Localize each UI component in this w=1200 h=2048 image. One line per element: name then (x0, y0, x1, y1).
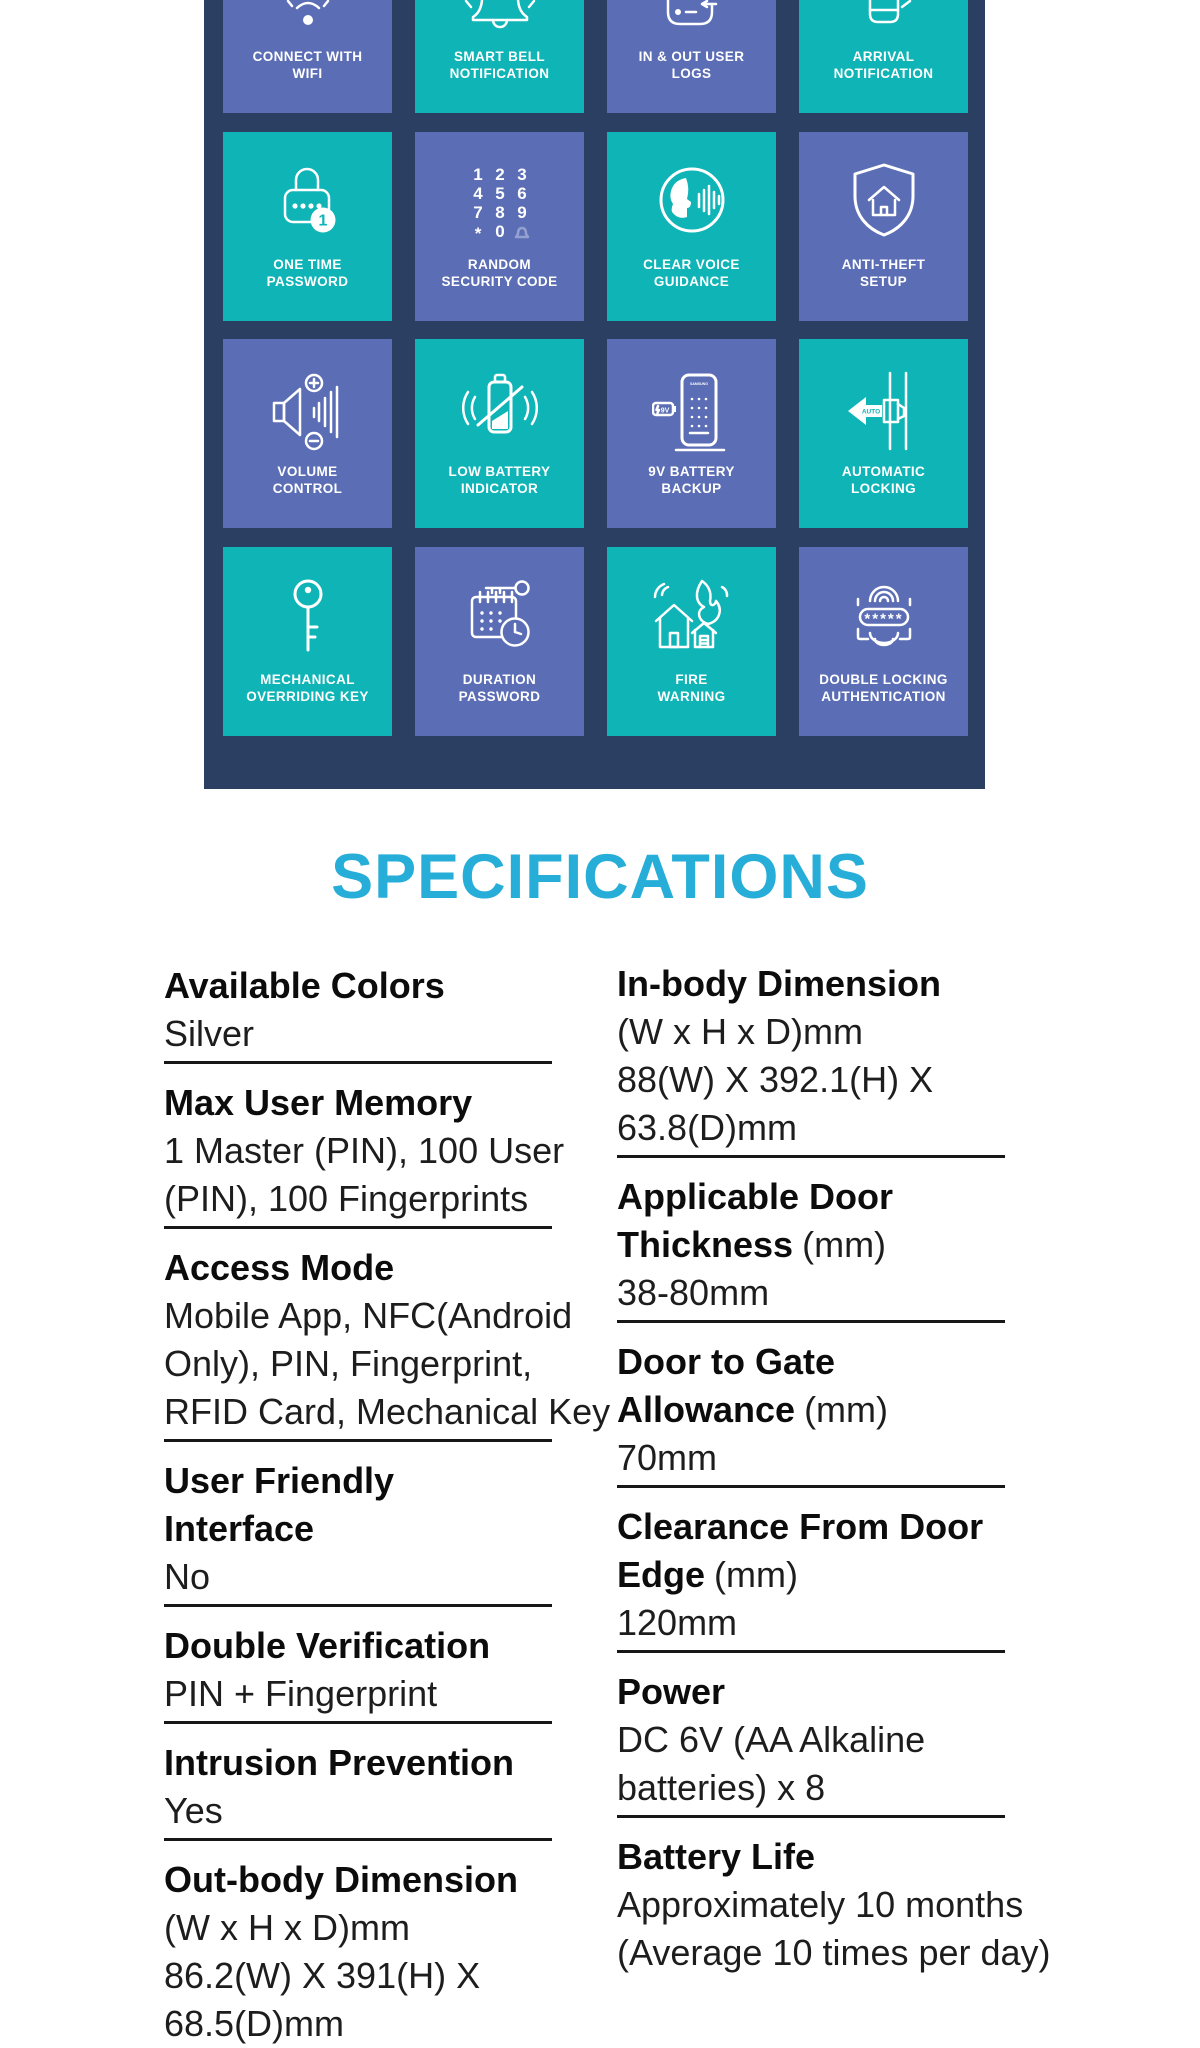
key-icon (223, 577, 392, 659)
keypad-icon (415, 162, 584, 246)
bell-icon (415, 0, 584, 46)
tile-label: SMART BELL (454, 49, 545, 64)
nine-v-label: 9V (660, 407, 669, 415)
tile-label: DURATION (462, 671, 537, 687)
svg-text:3: 3 (516, 164, 527, 184)
tile-label: RANDOM (467, 256, 532, 272)
svg-text:7: 7 (472, 202, 483, 222)
spec-title: Interface (164, 1508, 315, 1549)
feature-tile-9v-backup: 9V SAMSUNG 9V BATTERY BACKUP (607, 339, 776, 528)
tile-label: CLEAR VOICE (643, 256, 740, 272)
spec-door-to-gate-allowance (617, 1323, 1057, 1488)
spec-user-friendly-interface (164, 1442, 604, 1607)
spec-title: Door to Gate (617, 1341, 836, 1382)
feature-tile-smart-bell: SMART BELL NOTIFICATION (415, 0, 584, 113)
spec-value: 86.2(W) X 391(H) X (164, 1955, 481, 1996)
svg-text:4: 4 (472, 183, 483, 203)
spec-access-mode (164, 1229, 611, 1442)
svg-text:0: 0 (494, 221, 505, 241)
spec-out-body-dimension (164, 1841, 604, 2048)
spec-value: Only), PIN, Fingerprint, (164, 1343, 533, 1384)
tile-label: CONNECT WITH (252, 49, 363, 64)
spec-value: No (164, 1556, 211, 1597)
badge-one: 1 (318, 212, 327, 229)
feature-tile-double-locking: ***** DOUBLE LOCKING AUTHENTICATION (799, 547, 968, 736)
feature-tile-fire-warning: FIRE WARNING (607, 547, 776, 736)
auto-label: AUTO (861, 408, 880, 416)
spec-unit: (mm) (804, 1389, 889, 1430)
spec-title: In-body Dimension (617, 963, 941, 1004)
auto-lock-icon (799, 369, 968, 453)
spec-value: 68.5(D)mm (164, 2003, 345, 2044)
feature-tile-one-time-password: 1 ONE TIME PASSWORD (223, 132, 392, 321)
tile-label: IN & OUT USER (638, 49, 745, 64)
feature-tile-arrival: ARRIVAL NOTIFICATION (799, 0, 968, 113)
voice-guidance-icon (607, 162, 776, 240)
spec-power (617, 1653, 1057, 1818)
tile-label: ONE TIME (273, 256, 342, 272)
spec-value: 38-80mm (617, 1272, 770, 1313)
tile-label: LOW BATTERY (448, 464, 551, 479)
spec-unit: (mm) (714, 1554, 798, 1595)
tile-label: FIRE (675, 671, 708, 687)
volume-icon (223, 369, 392, 455)
spec-title: Power (617, 1671, 726, 1712)
spec-title: Intrusion Prevention (164, 1742, 515, 1783)
tile-label: MECHANICAL (260, 671, 355, 687)
phone-arrival-icon (799, 0, 968, 46)
features-grid (223, 0, 968, 736)
spec-value: batteries) x 8 (617, 1767, 826, 1808)
feature-tile-user-logs: IN & OUT USER LOGS (607, 0, 776, 113)
svg-text:9: 9 (516, 202, 527, 222)
stars-label: ***** (863, 610, 904, 627)
spec-title: User Friendly (164, 1460, 395, 1501)
spec-value: 70mm (617, 1437, 718, 1478)
spec-value: DC 6V (AA Alkaline (617, 1719, 926, 1760)
spec-value: RFID Card, Mechanical Key (164, 1391, 611, 1432)
spec-value: (PIN), 100 Fingerprints (164, 1178, 529, 1219)
spec-value: Mobile App, NFC(Android (164, 1295, 573, 1336)
tile-label: ANTI-THEFT (841, 256, 926, 272)
svg-text:8: 8 (494, 202, 505, 222)
spec-clearance-from-door-edge (617, 1488, 1057, 1653)
svg-text:1: 1 (472, 164, 483, 184)
low-battery-icon (415, 369, 584, 449)
feature-tile-connect-with-wifi: CONNECT WITH WIFI (223, 0, 392, 113)
spec-title: Max User Memory (164, 1082, 473, 1123)
tile-label: AUTOMATIC (841, 464, 926, 479)
spec-title: Applicable Door (617, 1176, 894, 1217)
spec-title: Available Colors (164, 965, 445, 1006)
spec-value: 120mm (617, 1602, 738, 1643)
spec-double-verification (164, 1607, 604, 1724)
spec-unit: (mm) (802, 1224, 887, 1265)
specs-column-left (164, 962, 611, 2048)
spec-title: Thickness (617, 1224, 794, 1265)
feature-tile-anti-theft: ANTI-THEFT SETUP (799, 132, 968, 321)
svg-text:6: 6 (516, 183, 527, 203)
spec-title: Clearance From Door (617, 1506, 984, 1547)
fire-warning-icon (607, 577, 776, 657)
feature-tile-random-security-code: 1 2 3 4 5 6 7 8 9 * 0 RANDOM SECURITY CODE (415, 132, 584, 321)
wifi-icon (223, 0, 392, 46)
spec-title: Edge (617, 1554, 706, 1595)
spec-value: Approximately 10 months (617, 1884, 1024, 1925)
spec-title: Battery Life (617, 1836, 816, 1877)
svg-text:2: 2 (494, 164, 505, 184)
tile-label: DOUBLE LOCKING (819, 671, 948, 687)
spec-value: 88(W) X 392.1(H) X (617, 1059, 934, 1100)
feature-tile-duration-password: DURATION PASSWORD (415, 547, 584, 736)
spec-max-user-memory (164, 1064, 604, 1229)
svg-text:5: 5 (494, 183, 505, 203)
one-time-password-icon (223, 162, 392, 242)
feature-tile-mechanical-key: MECHANICAL OVERRIDING KEY (223, 547, 392, 736)
device-brand: SAMSUNG (689, 382, 708, 386)
spec-value: 63.8(D)mm (617, 1107, 798, 1148)
feature-tile-clear-voice: CLEAR VOICE GUIDANCE (607, 132, 776, 321)
spec-available-colors (164, 962, 604, 1064)
feature-tile-low-battery: LOW BATTERY INDICATOR (415, 339, 584, 528)
feature-tile-volume-control: VOLUME CONTROL (223, 339, 392, 528)
spec-value: (Average 10 times per day) (617, 1932, 1051, 1973)
spec-value: Silver (164, 1013, 255, 1054)
specifications-heading: SPECIFICATIONS (331, 842, 869, 912)
calendar-clock-icon (415, 577, 584, 661)
spec-value: PIN + Fingerprint (164, 1673, 438, 1714)
tile-label: ARRIVAL (852, 49, 915, 64)
spec-applicable-door-thickness (617, 1158, 1057, 1323)
tile-label: VOLUME (277, 464, 338, 479)
spec-title: Out-body Dimension (164, 1859, 518, 1900)
user-logs-icon (607, 0, 776, 46)
specs-column-right (617, 960, 1057, 1977)
spec-title: Allowance (617, 1389, 796, 1430)
spec-title: Double Verification (164, 1625, 491, 1666)
spec-value: (W x H x D)mm (617, 1011, 863, 1052)
fingerprint-auth-icon (799, 577, 968, 655)
spec-value: Yes (164, 1790, 223, 1831)
svg-text:*: * (474, 223, 481, 243)
shield-home-icon (799, 162, 968, 240)
spec-value: (W x H x D)mm (164, 1907, 410, 1948)
spec-value: 1 Master (PIN), 100 User (164, 1130, 565, 1171)
spec-in-body-dimension (617, 960, 1057, 1158)
tile-label: 9V BATTERY (648, 464, 735, 479)
spec-title: Access Mode (164, 1247, 395, 1288)
spec-battery-life (617, 1818, 1057, 1977)
feature-tile-automatic-locking: AUTO AUTOMATIC LOCKING (799, 339, 968, 528)
spec-intrusion-prevention (164, 1724, 604, 1841)
features-panel (204, 0, 985, 789)
battery-backup-icon (607, 369, 776, 455)
